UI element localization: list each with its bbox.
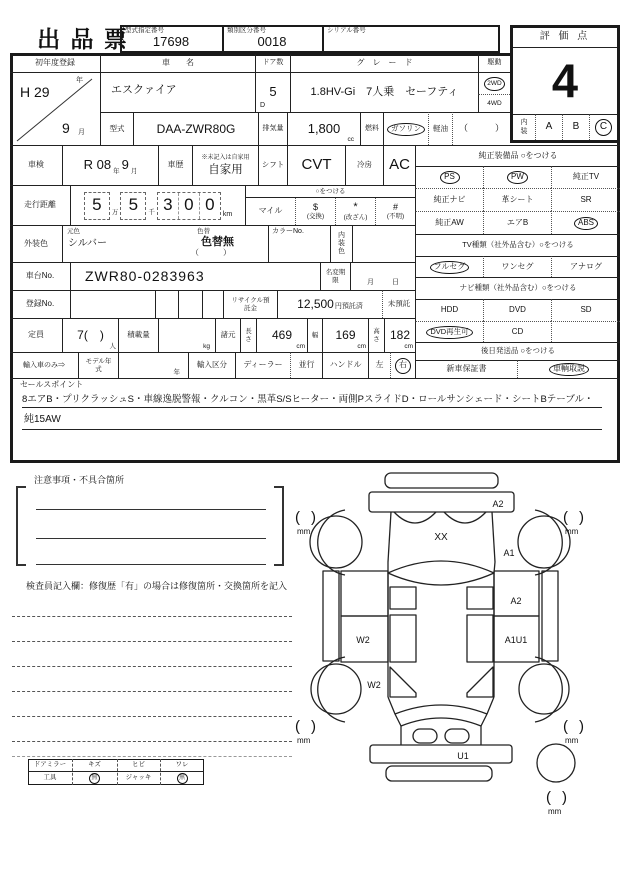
car-name-header: 車 名: [100, 54, 255, 72]
tread-rl-paren: ): [311, 718, 316, 735]
orig-color-value: シルバー: [68, 238, 108, 249]
model-year-value: [118, 352, 188, 378]
doors-header: ドア数: [255, 54, 290, 72]
tv-fullseg-selected: フルセグ: [415, 256, 483, 277]
color-change-label: 色替: [197, 228, 210, 235]
import-only-label: 輸入車のみ⇒: [10, 352, 78, 378]
odometer-hundreds: 3 0 0: [157, 192, 221, 220]
mileage-mile: マイル: [245, 198, 295, 225]
divider: [322, 25, 324, 53]
handle-right-selected: 右: [390, 352, 415, 378]
tv-analog: アナログ: [551, 256, 620, 277]
ext-color-label: 外装色: [10, 225, 62, 262]
tread-fr-mm: mm: [565, 527, 579, 536]
tools-door-mirror: ドアミラー: [33, 761, 67, 769]
first-reg-year-unit: 年: [76, 77, 83, 84]
damage-labels: [356, 499, 527, 761]
fuel-gasoline-selected: ガソリン: [383, 112, 428, 145]
doors-value: 5 D: [255, 72, 290, 112]
width-value: 169 cm: [322, 318, 368, 352]
class-number-label: 類別区分番号: [227, 27, 266, 34]
tread-fl-paren: (: [295, 509, 300, 526]
model-year-unit: 年: [173, 368, 180, 376]
damage-right-front-door: A2: [510, 596, 522, 606]
page-title: 出 品 票: [37, 25, 129, 52]
equip-header: 純正装備品 ○をつける: [415, 145, 620, 166]
handle-left: 左: [368, 352, 390, 378]
interior-grade-c-selected: C: [589, 114, 617, 140]
tools-crack: ヒビ: [132, 761, 145, 769]
repair-line: [12, 641, 292, 642]
nav-type-header: ナビ種類（社外品含む）○をつける: [415, 277, 620, 299]
recycle-suffix: 円預託済: [334, 302, 363, 310]
width-label: 幅: [307, 318, 322, 352]
odometer-sen: 5: [120, 192, 146, 220]
length-value: 469 cm: [256, 318, 307, 352]
recycle-label: リサイクル預託金: [223, 290, 277, 318]
car-damage-diagram: [285, 465, 625, 820]
tread-rr-paren: (: [563, 718, 568, 735]
caution-line: [36, 509, 266, 510]
tread-fl-paren: ): [311, 509, 316, 526]
height-unit: cm: [404, 342, 413, 350]
caution-line: [36, 564, 266, 565]
color-no-label: カラーNo.: [268, 225, 330, 262]
model-designation-value: 17698: [152, 34, 190, 50]
mileage-label: 走行距離: [10, 185, 70, 225]
equip-airbag: エアB: [483, 211, 551, 234]
repair-line: [12, 741, 292, 742]
grade-value: 1.8HV-Gi 7人乗 セーフティ: [290, 72, 478, 112]
load-unit: kg: [203, 342, 210, 350]
tread-spare-paren: (: [546, 789, 551, 806]
tv-oneseg: ワンセグ: [483, 256, 551, 277]
tread-spare-mm: mm: [548, 807, 562, 816]
damage-left-quarter: W2: [367, 680, 381, 690]
tools-break: ワレ: [175, 761, 189, 769]
tread-rr-mm: mm: [565, 736, 579, 745]
not-deposited: 未預託: [382, 290, 415, 318]
tread-fl-mm: mm: [297, 527, 311, 536]
divider: [222, 25, 224, 53]
odometer-man: 5: [84, 192, 110, 220]
int-color-value: [352, 225, 415, 262]
caution-line: [36, 538, 266, 539]
drive-4wd: 4WD: [478, 94, 510, 112]
inspector-note: 検査員記入欄：修復歴「有」の場合は修復箇所・交換箇所を記入: [26, 581, 288, 591]
mileage-opt-unknown: # (不明): [375, 198, 415, 225]
rename-deadline-value: 月 日: [350, 262, 415, 290]
odometer: [70, 185, 245, 225]
equip-navi: 純正ナビ: [415, 188, 483, 211]
mileage-opt-exchange: $ (交換): [295, 198, 335, 225]
shaken-month-unit: 月: [130, 167, 138, 175]
repair-line: [12, 666, 292, 667]
repair-line: [12, 716, 292, 717]
repair-line: [12, 691, 292, 692]
interior-grade-label: 内装: [513, 114, 535, 140]
interior-grade-b: B: [562, 114, 589, 140]
equip-ps-selected: PS: [415, 166, 483, 188]
length-label: 長さ: [240, 318, 256, 352]
color-change-paren: （ ）: [191, 248, 231, 257]
right-bracket: [274, 486, 284, 566]
serial-number-value: [327, 34, 417, 51]
recycle-value: 12,500 円預託済: [277, 290, 382, 318]
tools-label: 工具: [43, 774, 57, 782]
sales-line1: 8エアB・プリクラッシュS・車線逸脱警報・クルコン・黒革S/Sヒーター・両側PスライドD・ロールサンシェード・シートBテーブル・: [22, 389, 602, 408]
tread-fr-paren: (: [563, 509, 568, 526]
equip-tv: 純正TV: [551, 166, 620, 188]
import-class-label: 輸入区分: [188, 352, 235, 378]
width-unit: cm: [357, 342, 366, 350]
chassis-value: ZWR80-0283963: [70, 262, 320, 290]
tools-none-1: 無: [73, 772, 116, 784]
car-outline: [310, 473, 575, 782]
tv-type-header: TV種類（社外品含む）○をつける: [415, 234, 620, 256]
equip-sr: SR: [551, 188, 620, 211]
nav-empty: [551, 321, 620, 342]
tools-jack: ジャッキ: [125, 774, 152, 782]
reg-no-label: 登録No.: [10, 290, 70, 318]
import-parallel: 並行: [290, 352, 322, 378]
length-unit: cm: [296, 342, 305, 350]
displacement-unit: cc: [347, 135, 354, 143]
mileage-opt-tampered: * (改ざん): [335, 198, 375, 225]
chassis-label: 車台No.: [10, 262, 70, 290]
history-note: ※未記入は自家用: [201, 155, 250, 162]
mileage-circle-note: ○をつける: [245, 185, 415, 198]
history-label: 車歴: [158, 145, 192, 185]
reg-no-box4: [202, 290, 223, 318]
model-year-label: モデル年式: [78, 352, 118, 378]
first-reg-month: 9: [62, 120, 70, 136]
shaken-value: R 08 年 9 月: [62, 145, 158, 185]
tread-fr-paren: ): [579, 509, 584, 526]
ext-color-cell: [62, 225, 268, 262]
sen-unit: 千: [148, 208, 155, 216]
later-warranty: 新車保証書: [415, 360, 517, 378]
man-unit: 万: [111, 208, 119, 216]
reg-no-box2: [155, 290, 178, 318]
orig-color-label: 元色: [67, 228, 80, 235]
shift-label: シフト: [258, 145, 287, 185]
equip-aw: 純正AW: [415, 211, 483, 234]
tread-rl-paren: (: [295, 718, 300, 735]
shaken-label: 車検: [10, 145, 62, 185]
spare-tire: [537, 744, 575, 782]
damage-hood: XX: [434, 532, 448, 543]
import-dealer: ディーラー: [235, 352, 290, 378]
fuel-other-paren: （ ）: [452, 112, 510, 145]
capacity-label: 定員: [10, 318, 62, 352]
ac-label: 冷房: [345, 145, 383, 185]
tread-spare-paren: ): [562, 789, 567, 806]
repair-line: [12, 616, 292, 617]
doors-sub: D: [260, 102, 266, 110]
sales-points-label: セールスポイント: [20, 380, 84, 389]
damage-left-rear-door: W2: [356, 635, 370, 645]
model-code-value: DAA-ZWR80G: [133, 112, 258, 145]
displacement-label: 排気量: [258, 112, 287, 145]
equip-leather: 革シート: [483, 188, 551, 211]
rename-deadline-label: 名変期限: [320, 262, 350, 290]
capacity-value: 7( ) 人: [62, 318, 118, 352]
first-reg-cell: [10, 72, 100, 145]
equip-pw-selected: PW: [483, 166, 551, 188]
nav-dvd-play-selected: DVD再生可: [415, 321, 483, 342]
model-code-label: 型式: [100, 112, 133, 145]
rating-score: 4: [551, 53, 579, 107]
tread-depth-brackets: [295, 509, 584, 816]
serial-number-label: シリアル番号: [327, 27, 366, 34]
damage-rear: U1: [457, 751, 469, 761]
nav-cd: CD: [483, 321, 551, 342]
sales-line2: 純15AW: [22, 408, 602, 430]
equip-abs-selected: ABS: [551, 211, 620, 234]
rating-label: 評 価 点: [513, 28, 617, 48]
left-bracket: [16, 486, 26, 566]
repair-line: [12, 756, 292, 757]
handle-label: ハンドル: [322, 352, 368, 378]
reg-no-box1: [70, 290, 155, 318]
int-color-label: 内装色: [330, 225, 352, 262]
height-label: 高さ: [368, 318, 384, 352]
first-reg-era: H 29: [20, 84, 50, 100]
damage-front-bumper: A2: [492, 499, 504, 509]
nav-sd: SD: [551, 299, 620, 321]
first-reg-header: 初年度登録: [35, 57, 75, 67]
drive-2wd-selected: 2WD: [478, 72, 510, 94]
tools-none-2: 無: [161, 772, 203, 784]
grade-header: グ レ ー ド: [290, 54, 478, 72]
load-value: [158, 318, 215, 352]
divider: [10, 378, 620, 379]
fuel-diesel: 軽油: [428, 112, 452, 145]
history-value: ※未記入は自家用 自家用: [192, 145, 258, 185]
displacement-value: 1,800 cc: [287, 112, 360, 145]
shift-value: CVT: [287, 145, 345, 185]
capacity-unit: 人: [109, 342, 116, 350]
damage-right-rear-door: A1U1: [504, 635, 528, 645]
nav-hdd: HDD: [415, 299, 483, 321]
reg-no-box3: [178, 290, 202, 318]
spec-label: 諸元: [215, 318, 240, 352]
first-reg-month-unit: 月: [78, 129, 85, 136]
caution-label: 注意事項・不具合箇所: [34, 475, 125, 485]
car-name-value: エスクァイア: [100, 72, 255, 112]
damage-right-front-fender: A1: [503, 548, 515, 558]
interior-grade-a: A: [535, 114, 562, 140]
fuel-label: 燃料: [360, 112, 383, 145]
later-manual-selected: 車輌取説: [517, 360, 620, 378]
height-value: 182 cm: [384, 318, 415, 352]
nav-dvd: DVD: [483, 299, 551, 321]
drive-header: 駆動: [478, 54, 510, 72]
tools-scratch: キズ: [88, 761, 101, 769]
color-change-value: 色替無: [201, 236, 234, 248]
model-designation-label: 型式指定番号: [125, 27, 164, 34]
load-label: 積載量: [118, 318, 158, 352]
shaken-year-unit: 年: [113, 167, 120, 175]
ac-value: AC: [383, 145, 415, 185]
class-number-value: 0018: [257, 34, 287, 50]
km-unit: km: [222, 210, 233, 218]
tread-rr-paren: ): [579, 718, 584, 735]
later-ship-header: 後日発送品 ○をつける: [415, 342, 620, 360]
tread-rl-mm: mm: [297, 736, 311, 745]
